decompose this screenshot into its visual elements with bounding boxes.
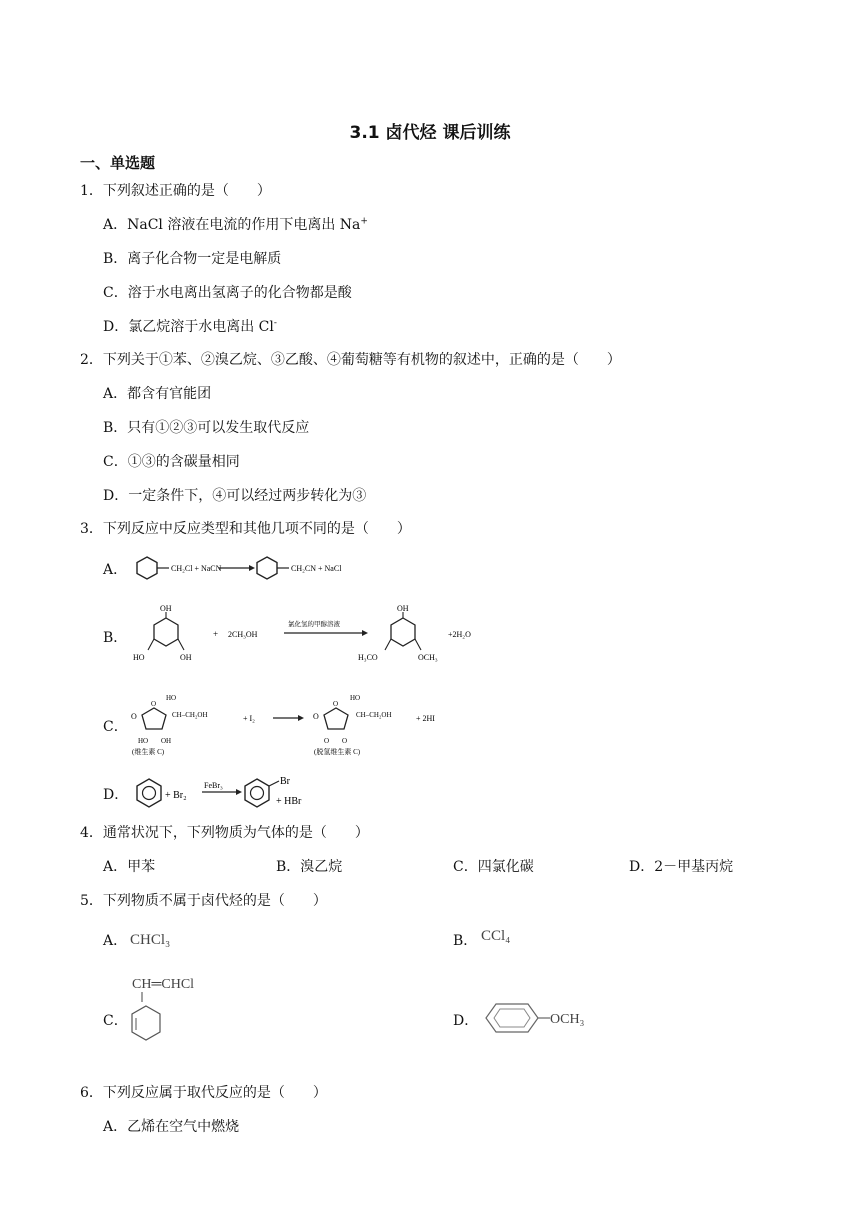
condition-text: 氯化氢的甲醇溶液 (288, 621, 340, 628)
svg-text:+: + (213, 629, 219, 639)
question-6-stem: 6．下列反应属于取代反应的是（ ） (80, 1085, 327, 1101)
water-text: +2H₂O (448, 630, 471, 639)
reaction-a-structure (133, 553, 373, 585)
svg-text:O: O (151, 700, 157, 708)
svg-text:O: O (342, 737, 348, 745)
question-3-option-a-label[interactable]: A． (103, 562, 128, 578)
question-1-option-b[interactable]: B．离子化合物一定是电解质 (103, 251, 282, 267)
option-text: D．氯乙烷溶于水电离出 Cl (103, 319, 274, 335)
ho-label: HO (350, 694, 361, 702)
bromine-text: + Br₂ (165, 790, 187, 801)
question-1-option-a[interactable] (103, 214, 368, 234)
oh-label: OH (180, 653, 192, 662)
question-1-option-d[interactable] (103, 316, 277, 336)
product-text: CH₂CN + NaCl (291, 564, 342, 573)
question-5-stem: 5．下列物质不属于卤代烃的是（ ） (80, 893, 327, 909)
oh-label: OH (160, 604, 172, 613)
reactant-text: CH₂Cl + NaCN (171, 564, 222, 573)
compound-name: (维生素 C) (132, 748, 165, 756)
lactone-ring-icon (324, 708, 348, 729)
benzene-ring-icon (245, 779, 269, 807)
hi-text: + 2HI (416, 714, 435, 723)
ho-label: HO (133, 653, 145, 662)
vinyl-chloride-benzene-structure (128, 968, 248, 1060)
question-4-stem: 4．通常状况下，下列物质为气体的是（ ） (80, 825, 369, 841)
formula-chcl3: CHCl₃ (130, 932, 171, 948)
svg-text:O: O (333, 700, 339, 708)
benzene-ring-icon (391, 618, 415, 646)
benzene-ring-icon (154, 618, 178, 646)
formula-chchcl: CH═CHCl (132, 977, 195, 992)
question-1-option-c[interactable]: C．溶于水电离出氢离子的化合物都是酸 (103, 285, 352, 301)
question-2-option-c[interactable]: C．①③的含碳量相同 (103, 454, 240, 470)
question-3-option-b-label[interactable]: B． (103, 630, 128, 646)
iodine-text: + I₂ (243, 714, 255, 723)
formula-ccl4: CCl₄ (481, 928, 511, 944)
methoxy-group: OCH₃ (550, 1012, 585, 1027)
br-substituent: Br (280, 776, 290, 787)
reaction-b-structure (128, 600, 498, 668)
oh-label: OH (161, 737, 172, 745)
svg-text:O: O (313, 712, 319, 721)
superscript: - (273, 318, 277, 329)
reagent-text: 2CH₃OH (228, 630, 258, 639)
question-5-option-d-label[interactable]: D． (453, 1013, 479, 1029)
question-3-option-d-label[interactable]: D． (103, 787, 129, 803)
methoxy-label: OCH₃ (418, 653, 438, 662)
question-4-option-c[interactable]: C．四氯化碳 (453, 859, 534, 875)
page-title: 3.1 卤代烃 课后训练 (349, 123, 511, 143)
compound-name: (脱氢维生素 C) (314, 748, 361, 756)
question-4-option-d[interactable]: D．2－甲基丙烷 (629, 859, 734, 875)
catalyst-text: FeBr₃ (204, 781, 223, 790)
benzene-ring-icon (257, 557, 277, 579)
benzene-ring-icon (137, 779, 161, 807)
question-5-option-a-label[interactable]: A． (103, 933, 128, 949)
reaction-d-structure (134, 774, 334, 810)
lactone-ring-icon (142, 708, 166, 729)
question-2-option-d[interactable]: D．一定条件下，④可以经过两步转化为③ (103, 488, 367, 504)
ho-label: HO (138, 737, 149, 745)
question-5-option-b-label[interactable]: B． (453, 933, 478, 949)
benzene-ring-icon (137, 557, 157, 579)
question-6-option-a[interactable]: A．乙烯在空气中燃烧 (103, 1119, 240, 1135)
anisole-structure (480, 1000, 610, 1036)
svg-text:O: O (324, 737, 330, 745)
question-2-option-a[interactable]: A．都含有官能团 (103, 386, 212, 402)
question-3-option-c-label[interactable]: C． (103, 719, 128, 735)
question-2-option-b[interactable]: B．只有①②③可以发生取代反应 (103, 420, 310, 436)
reaction-c-structure (128, 688, 458, 760)
section-heading: 一、单选题 (80, 154, 156, 172)
svg-text:O: O (131, 712, 137, 721)
question-3-stem: 3．下列反应中反应类型和其他几项不同的是（ ） (80, 521, 411, 537)
question-5-option-c-label[interactable]: C． (103, 1013, 128, 1029)
oh-label: OH (397, 604, 409, 613)
superscript: + (360, 216, 368, 227)
hbr-text: + HBr (276, 796, 302, 807)
question-4-option-b[interactable]: B．溴乙烷 (276, 859, 343, 875)
question-4-option-a[interactable]: A．甲苯 (103, 859, 156, 875)
option-text: A．NaCl 溶液在电流的作用下电离出 Na (103, 217, 361, 233)
side-chain-text: CH–CH₂OH (172, 711, 208, 719)
methoxy-label: H₃CO (358, 653, 378, 662)
question-1-stem: 1．下列叙述正确的是（ ） (80, 183, 271, 199)
side-chain-text: CH–CH₂OH (356, 711, 392, 719)
question-2-stem: 2．下列关于①苯、②溴乙烷、③乙酸、④葡萄糖等有机物的叙述中，正确的是（ ） (80, 352, 621, 368)
ho-label: HO (166, 694, 177, 702)
